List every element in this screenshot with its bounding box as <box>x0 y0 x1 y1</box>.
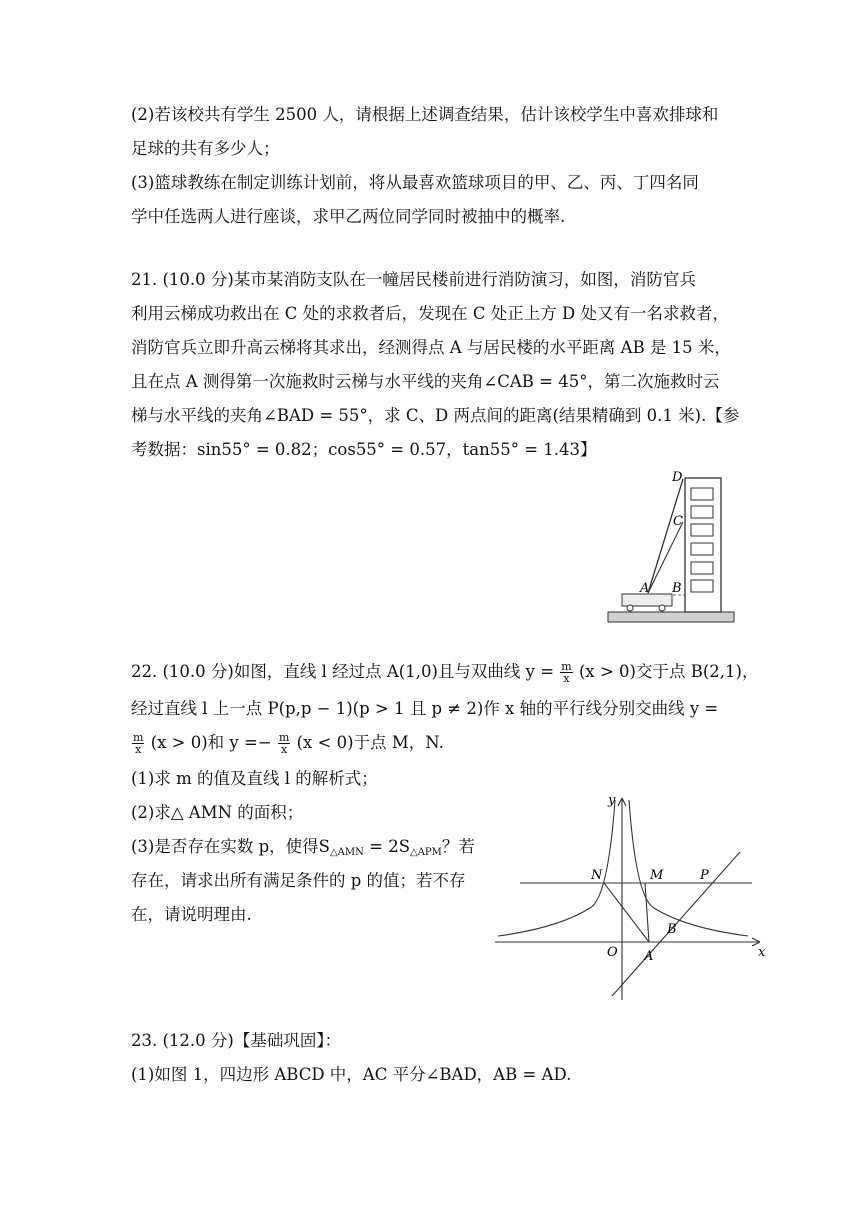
fraction-numerator: m <box>133 731 144 744</box>
q20-part2-line1: (2)若该校共有学生 2500 人，请根据上述调查结果，估计该校学生中喜欢排球和 <box>131 105 719 124</box>
fraction-denominator: x <box>563 672 570 685</box>
q22-sub3-start: (3)是否存在实数 p，使得S <box>131 837 330 856</box>
window <box>691 524 713 536</box>
fraction-m-over-x <box>560 661 572 684</box>
fraction-numerator: m <box>561 660 572 673</box>
label-y: y <box>608 793 616 808</box>
fraction-denominator: x <box>135 743 142 756</box>
q22-line1 <box>131 660 758 684</box>
q20-part2-line2: 足球的共有多少人； <box>131 139 280 158</box>
label-x: x <box>758 945 766 960</box>
q22-hyperbola-figure <box>490 790 775 1005</box>
label-A: A <box>640 581 650 596</box>
q22-sub3-line3: 在，请说明理由. <box>131 905 252 924</box>
q21-line5: 梯与水平线的夹角∠BAD = 55°，求 C、D 两点间的距离(结果精确到 0.1 米).【参 <box>131 406 740 425</box>
q22-line1-start: 22. (10.0 分)如图，直线 l 经过点 A(1,0)且与双曲线 y = <box>131 662 555 681</box>
q21-line1: 21. (10.0 分)某市某消防支队在一幢居民楼前进行消防演习，如图，消防官兵 <box>131 270 696 289</box>
q21-line3: 消防官兵立即升高云梯将其求出，经测得点 A 与居民楼的水平距离 AB 是 15 米， <box>131 338 731 357</box>
q21-line6: 考数据：sin55° = 0.82；cos55° = 0.57，tan55° = 1.43】 <box>131 440 597 459</box>
fraction-denominator: x <box>281 743 288 756</box>
subscript-apm: △APM <box>410 847 442 858</box>
q21-line2: 利用云梯成功救出在 C 处的求救者后，发现在 C 处正上方 D 处又有一名求救者， <box>131 304 729 323</box>
truck-wheel <box>627 605 633 611</box>
label-B: B <box>672 581 682 596</box>
fraction-m-over-x <box>132 732 144 755</box>
fraction-m-over-x <box>278 732 290 755</box>
window <box>691 506 713 518</box>
q21-fire-ladder-figure <box>600 464 740 628</box>
q22-line3-end: (x < 0)于点 M，N. <box>296 733 444 752</box>
window <box>691 562 713 574</box>
label-P: P <box>700 868 709 883</box>
label-A: A <box>644 949 654 964</box>
label-O: O <box>607 945 618 960</box>
fraction-numerator: m <box>278 731 290 744</box>
segment-AM <box>645 883 649 942</box>
q23-line1: 23. (12.0 分)【基础巩固】： <box>131 1031 342 1050</box>
q22-sub3-end: ？若 <box>441 837 475 856</box>
window <box>691 488 713 500</box>
window <box>691 580 713 592</box>
ladder-AD <box>648 479 683 593</box>
q21-line4: 且在点 A 测得第一次施救时云梯与水平线的夹角∠CAB = 45°，第二次施救时云 <box>131 372 720 391</box>
q22-sub2: (2)求△ AMN 的面积； <box>131 803 304 822</box>
label-D: D <box>672 470 683 485</box>
q22-sub3-mid: = 2S <box>363 837 411 856</box>
truck-wheel <box>659 605 665 611</box>
q20-part3-line2: 学中任选两人进行座谈，求甲乙两位同学同时被抽中的概率. <box>131 207 566 226</box>
q22-line2: 经过直线 l 上一点 P(p,p − 1)(p > 1 且 p ≠ 2)作 x 轴的平行线分别交曲线 y = <box>131 699 719 718</box>
label-N: N <box>591 868 603 883</box>
q22-line3-middle: (x > 0)和 y =− <box>150 733 272 752</box>
q22-line3 <box>131 731 444 755</box>
segment-AN <box>604 883 649 942</box>
ground-block <box>608 612 734 622</box>
q22-sub1: (1)求 m 的值及直线 l 的解析式； <box>131 769 378 788</box>
q22-sub3-line1 <box>131 835 475 865</box>
q20-part3-line1: (3)篮球教练在制定训练计划前，将从最喜欢篮球项目的甲、乙、丙、丁四名同 <box>131 173 699 192</box>
q22-sub3-line2: 存在，请求出所有满足条件的 p 的值；若不存 <box>131 871 466 890</box>
q22-line1-end: (x > 0)交于点 B(2,1)， <box>578 662 759 681</box>
label-C: C <box>673 514 683 529</box>
label-M: M <box>650 868 664 883</box>
subscript-amn: △AMN <box>329 847 364 858</box>
q23-line2: (1)如图 1，四边形 ABCD 中，AC 平分∠BAD，AB = AD. <box>131 1065 572 1084</box>
window <box>691 543 713 555</box>
label-B: B <box>667 922 677 937</box>
